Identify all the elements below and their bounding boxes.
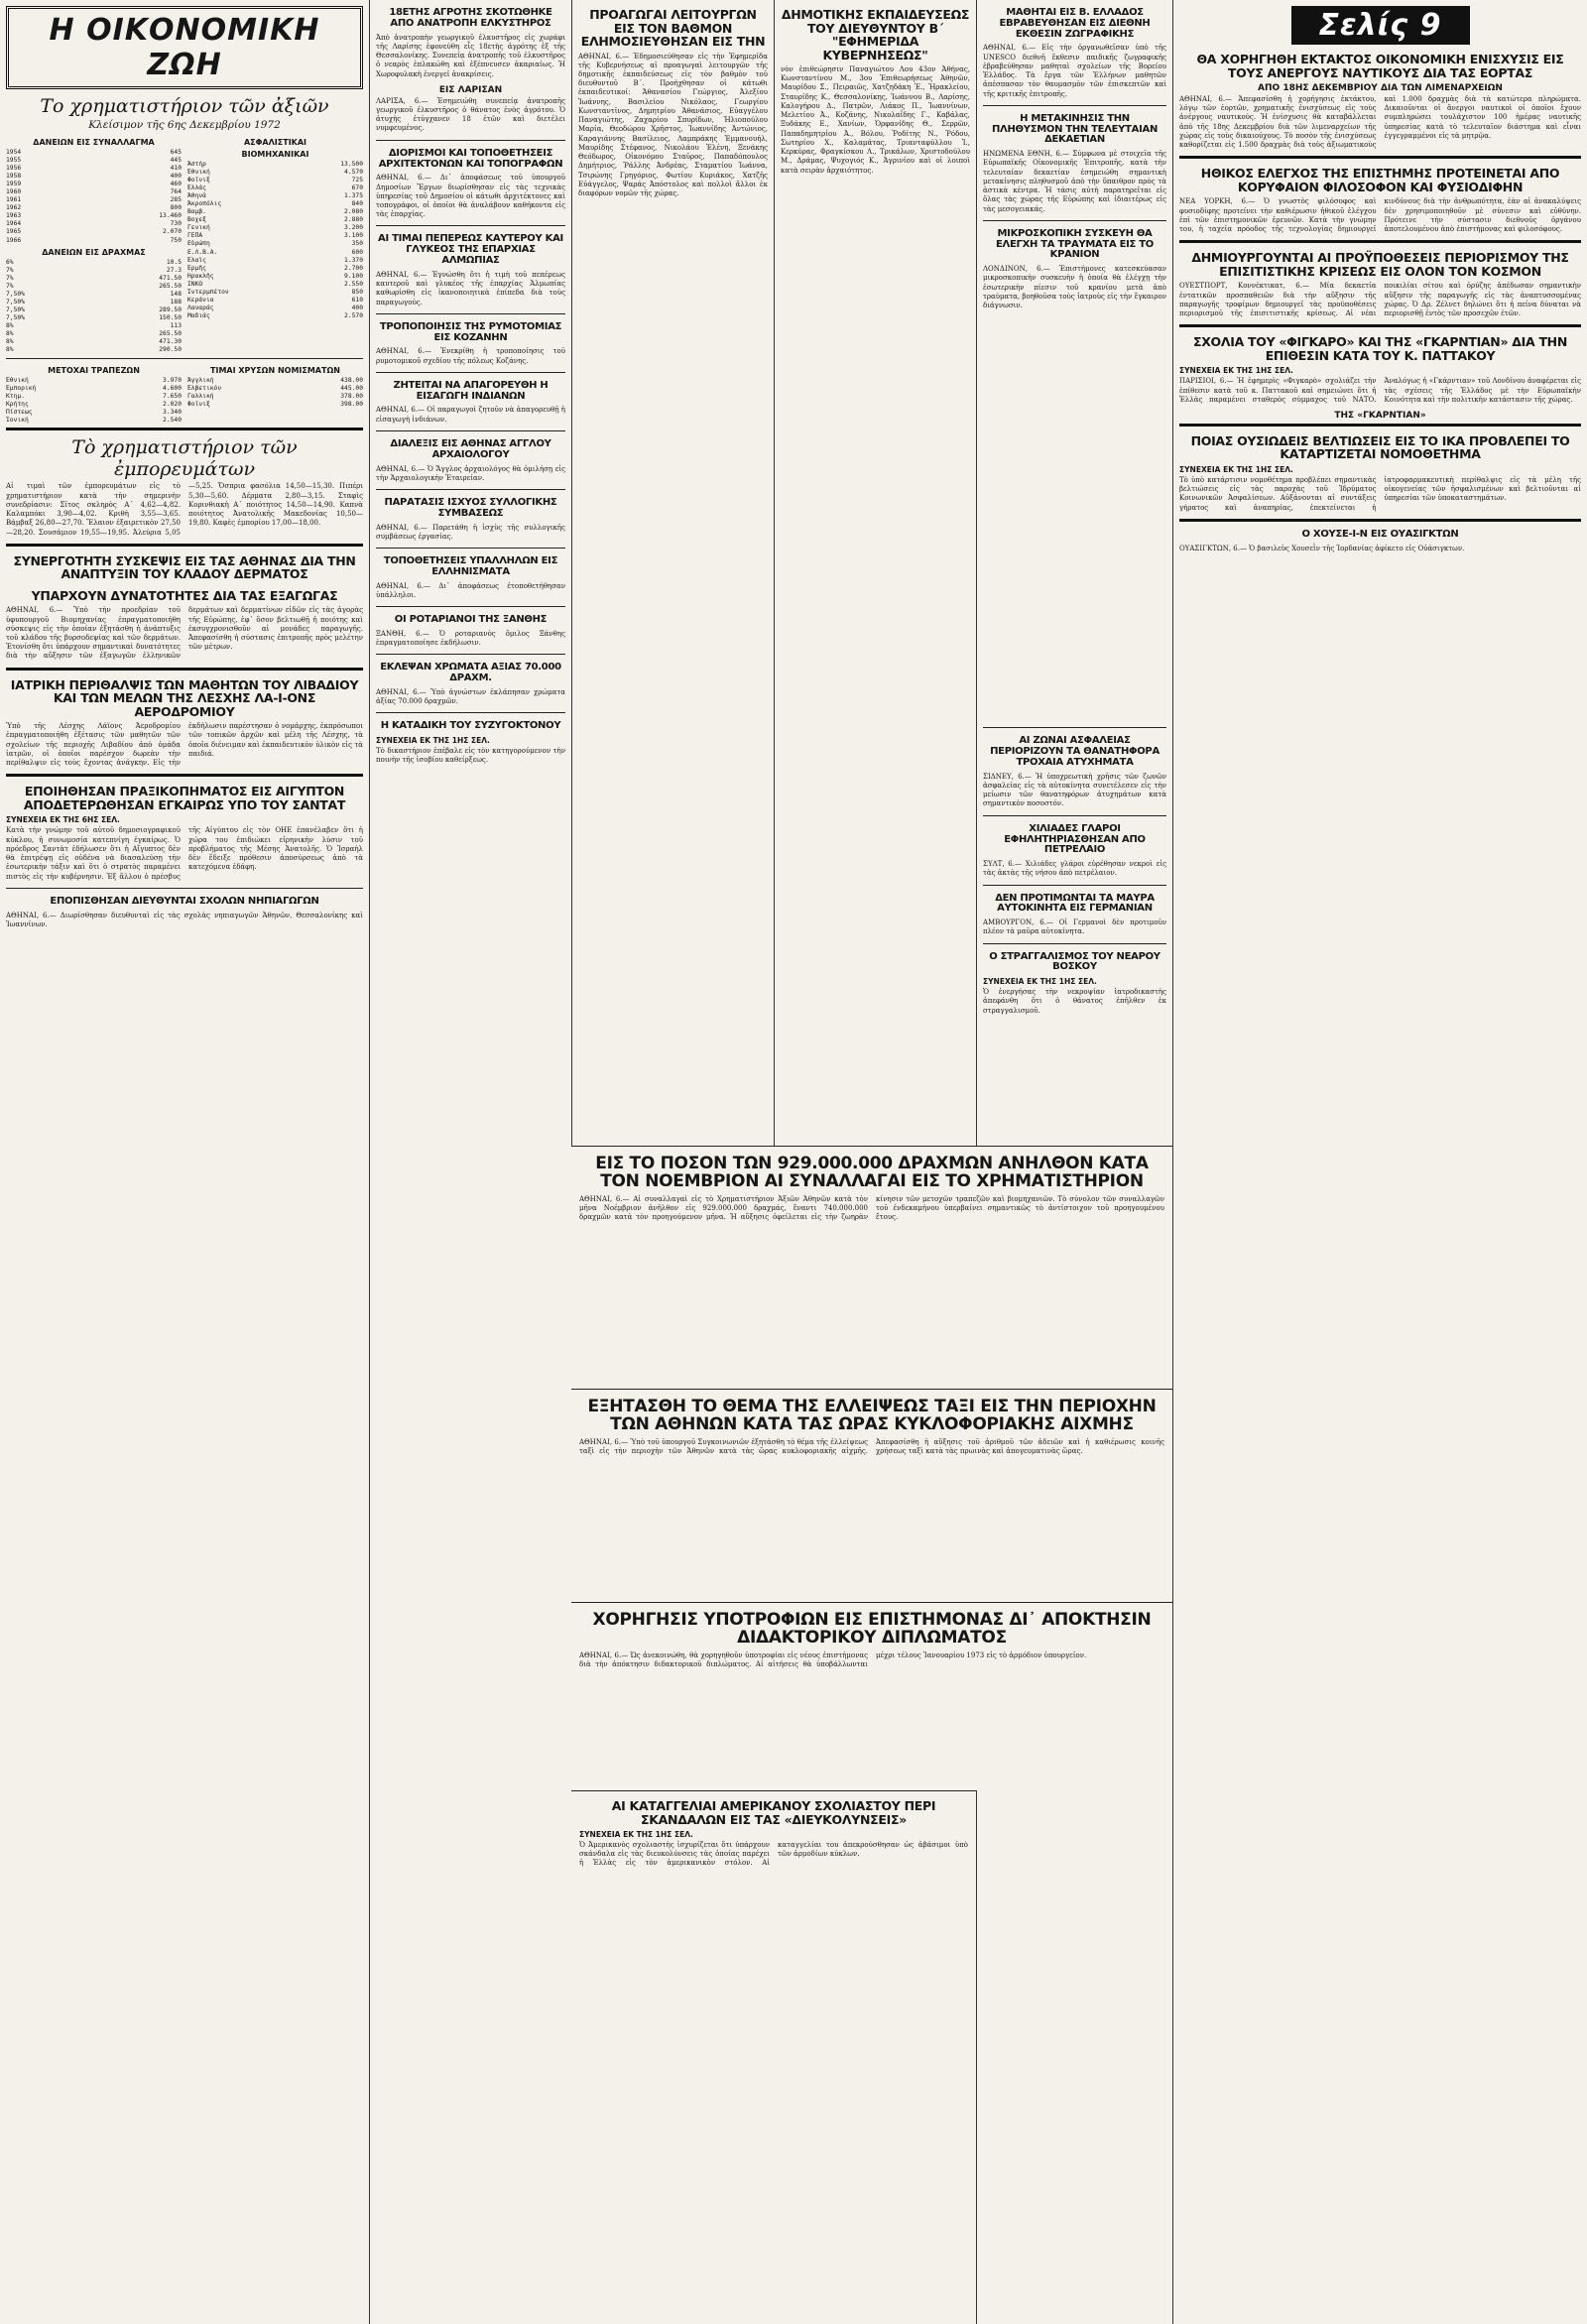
article-body: ΟΥΑΣΙΓΚΤΩΝ, 6.— Ὁ βασιλεὺς Χουσεῒν τῆς Ἰορδανίας ἀφίκετο εἰς Οὐάσιγκτων. xyxy=(1179,544,1465,552)
article-body: Ὁ Ἀμερικανὸς σχολιαστὴς ἰσχυρίζεται ὅτι ὑπάρχουν σκάνδαλα εἰς τὰς διευκολύνσεις τὰς ὁποίας παρέχει ἡ Ἑλλὰς εἰς τὸν ἀμερικανικὸν στόλον. Αἱ καταγγελίαι του ἀπεκρούσθησαν ὡς ἀβάσιμοι ὑπὸ τῶν ἁρμοδίων κύκλων. xyxy=(579,1841,968,1868)
table-row xyxy=(187,265,363,273)
row-label: 1958 xyxy=(6,173,22,181)
row-value: 188 xyxy=(170,298,182,306)
table-rows xyxy=(6,149,182,245)
article-body: ΞΑΝΘΗ, 6.— Ὁ ροταριανὸς ὅμιλος Ξάνθης ἐπραγματοποίησε ἐκδήλωσιν. xyxy=(376,629,565,648)
row-value: 289.50 xyxy=(159,306,182,313)
table-label: ΜΕΤΟΧΑΙ ΤΡΑΠΕΖΩΝ xyxy=(48,366,140,376)
article-body: ΣΙΔΝΕΥ, 6.— Ἡ ὑποχρεωτικὴ χρῆσις τῶν ζωνῶν ἀσφαλείας εἰς τὰ αὐτοκίνητα συνετέλεσεν εἰς τὴν μείωσιν τῶν θανατηφόρων ἀτυχημάτων κατὰ σημαντικὸν ποσοστόν. xyxy=(983,772,1166,808)
table-rows xyxy=(187,377,363,409)
article-body: ΑΘΗΝΑΙ, 6.— Ὑπὸ ἀγνώστων ἐκλάπησαν χρώματα ἀξίας 70.000 δραχμῶν. xyxy=(376,687,565,706)
table-label: ΑΣΦΑΛΙΣΤΙΚΑΙ xyxy=(243,138,307,147)
row-label: Ἰντερμπέτον xyxy=(187,288,229,296)
headline: ΕΞΗΤΑΣΘΗ ΤΟ ΘΕΜΑ ΤΗΣ ΕΛΛΕΙΨΕΩΣ ΤΑΞΙ ΕΙΣ ΤΗΝ ΠΕΡΙΟΧΗΝ ΤΩΝ ΑΘΗΝΩΝ ΚΑΤΑ ΤΑΣ ΩΡΑΣ ΚΥΚΛΟΦΟΡΙΑΚΗΣ ΑΙΧΜΗΣ xyxy=(587,1397,1157,1435)
row-label: Ἀκροπόλις xyxy=(187,200,222,208)
row-value: 2.080 xyxy=(344,208,363,216)
headline: ΟΙ ΡΟΤΑΡΙΑΝΟΙ ΤΗΣ ΞΑΝΘΗΣ xyxy=(394,614,548,626)
row-value: 645 xyxy=(170,149,182,156)
row-value: 2.070 xyxy=(163,228,182,236)
continuation-note: ΣΥΝΕΧΕΙΑ ΕΚ ΤΗΣ 1ΗΣ ΣΕΛ. xyxy=(983,977,1097,987)
table-row xyxy=(187,177,363,184)
row-label: ΓΕΠΑ xyxy=(187,232,203,240)
table-row xyxy=(6,173,182,181)
row-label: Εὐρώπη xyxy=(187,240,210,248)
table-row xyxy=(6,204,182,212)
headline: ΔΙΑΛΕΞΙΣ ΕΙΣ ΑΘΗΝΑΣ ΑΓΓΛΟΥ ΑΡΧΑΙΟΛΟΓΟΥ xyxy=(390,437,551,460)
table-row xyxy=(6,212,182,220)
row-label: Λαναράς xyxy=(187,304,214,311)
row-label: Φοῖνιξ xyxy=(187,177,210,184)
row-label: 1959 xyxy=(6,181,22,188)
row-label: Ἰονική xyxy=(6,417,29,425)
headline: ΔΙΟΡΙΣΜΟΙ ΚΑΙ ΤΟΠΟΘΕΤΗΣΕΙΣ ΑΡΧΙΤΕΚΤΟΝΩΝ ΚΑΙ ΤΟΠΟΓΡΑΦΩΝ xyxy=(378,147,563,170)
row-value: 148 xyxy=(170,290,182,298)
headline: ΠΡΟΑΓΩΓΑΙ ΛΕΙΤΟΥΡΓΩΝ ΕΙΣ ΤΟΝ ΒΑΘΜΟΝ ΕΛΗΜΟΣΙΕΥΘΗΣΑΝ ΕΙΣ ΤΗΝ xyxy=(580,7,766,49)
article-body: ΑΘΗΝΑΙ, 6.— Ὡς ἀνεκοινώθη, θὰ χορηγηθοῦν ὑποτροφίαι εἰς νέους ἐπιστήμονας διὰ τὴν ἀπόκτησιν διδακτορικοῦ διπλώματος. Αἱ αἰτήσεις θὰ ὑποβάλλωνται μέχρι τέλους Ἰανουαρίου 1973 εἰς τὸ ἀρμόδιον ὑπουργεῖον. xyxy=(579,1651,1087,1668)
article-body: Ὁ ἐνεργήσας τὴν νεκροψίαν ἰατροδικαστὴς ἀπεφάνθη ὅτι ὁ θάνατος ἐπῆλθεν ἐκ στραγγαλισμοῦ. xyxy=(983,988,1166,1015)
row-value: 4.570 xyxy=(344,169,363,177)
article-body: ΝΕΑ ΥΟΡΚΗ, 6.— Ὁ γνωστὸς φιλόσοφος καὶ φυσιοδίφης προτείνει τὴν καθιέρωσιν ἠθικοῦ ἐλέγχου ἐπὶ τῶν ἐπιστημονικῶν ἐρευνῶν. Κατὰ τὴν γνώμην του, ἡ ταχεῖα πρόοδος τῆς τεχνολογίας δημιουργεῖ κινδύνους διὰ τὴν ἀνθρωπότητα, ἐὰν αἱ ἀνακαλύψεις δὲν χρησιμοποιηθοῦν μὲ σύνεσιν καὶ εὐθύνην. Πρότεινε τὴν σύστασιν διεθνοῦς ὀργάνου ἀποτελουμένου ἀπὸ ἐπιστήμονας καὶ φιλοσόφους. xyxy=(1179,197,1581,234)
row-label: ΙΝΚΟ xyxy=(187,280,203,288)
row-value: 265.50 xyxy=(159,282,182,290)
table-row xyxy=(6,393,182,401)
row-label: Γενική xyxy=(187,224,210,232)
table-row xyxy=(6,220,182,228)
row-label: Κτημ. xyxy=(6,393,25,401)
headline: ΕΠΟΠΙΣΘΗΣΑΝ ΔΙΕΥΘΥΝΤΑΙ ΣΧΟΛΩΝ ΝΗΠΙΑΓΩΓΩΝ xyxy=(50,895,319,907)
headline: ΔΗΜΙΟΥΡΓΟΥΝΤΑΙ ΑΙ ΠΡΟΫΠΟΘΕΣΕΙΣ ΠΕΡΙΟΡΙΣΜΟΥ ΤΗΣ ΕΠΙΣΙΤΙΣΤΙΚΗΣ ΚΡΙΣΕΩΣ ΕΙΣ ΟΛΟΝ ΤΟΝ ΚΟΣΜΟΝ xyxy=(1191,250,1569,279)
article-body: ΗΝΩΜΕΝΑ ΕΘΝΗ, 6.— Σύμφωνα μὲ στοιχεῖα τῆς Εὐρωπαϊκῆς Οἰκονομικῆς Ἐπιτροπῆς, κατὰ τὴν τελευταίαν δεκαετίαν ἐσημειώθη σημαντικὴ μετακίνησις πληθυσμοῦ ἀπὸ τὴν ὕπαιθρον πρὸς τὰ ἀστικὰ κέντρα. Ἡ τάσις αὐτὴ παρατηρεῖται εἰς ὅλας τὰς χώρας τῆς Εὐρώπης καὶ ἰδιαιτέρως εἰς τὰς μεσογειακάς. xyxy=(983,150,1166,213)
bank-table xyxy=(6,363,182,425)
row-value: 350 xyxy=(351,240,363,248)
article-body: Ὑπὸ τῆς Λέσχης Λάϊονς Ἀεροδρομίου ἐπραγματοποιήθη ἐξέτασις τῶν μαθητῶν τῶν σχολείων τῆς περιοχῆς Λιβαδίου ἀπὸ ὁμάδα ἰατρῶν, οἱ ὁποῖοι παρέσχον δωρεὰν τὴν περίθαλψιν εἰς τοὺς ἔχοντας ἀνάγκην. Εἰς τὴν ἐκδήλωσιν παρέστησαν ὁ νομάρχης, ἐκπρόσωποι τῶν τοπικῶν ἀρχῶν καὶ μέλη τῆς Λέσχης, τὰ ὁποῖα διένειμαν καὶ ἐκπαιδευτικὸν ὑλικὸν εἰς τὰ παιδιά. xyxy=(6,722,363,768)
headline: ΖΗΤΕΙΤΑΙ ΝΑ ΑΠΑΓΟΡΕΥΘΗ Η ΕΙΣΑΓΩΓΗ ΙΝΔΙΑΝΩΝ xyxy=(393,379,549,402)
table-row xyxy=(187,273,363,281)
row-value: 471.30 xyxy=(159,338,182,346)
table-label: ΔΑΝΕΙΩΝ ΕΙΣ ΣΥΝΑΛΛΑΓΜΑ xyxy=(33,138,155,147)
table-row xyxy=(187,257,363,265)
row-value: 265.50 xyxy=(159,329,182,337)
row-value: 13.500 xyxy=(340,161,363,168)
headline: ΑΙ ΚΑΤΑΓΓΕΛΙΑΙ ΑΜΕΡΙΚΑΝΟΥ ΣΧΟΛΙΑΣΤΟΥ ΠΕΡΙ ΣΚΑΝΔΑΛΩΝ ΕΙΣ ΤΑΣ «ΔΙΕΥΚΟΛΥΝΣΕΙΣ» xyxy=(611,1798,936,1827)
article-body: ΑΘΗΝΑΙ, 6.— Ὑπὸ τὴν προεδρίαν τοῦ ὑφυπουργοῦ Βιομηχανίας ἐπραγματοποιήθη σύσκεψις εἰς τὴν ὁποίαν ἐξητάσθη ἡ ἀνάπτυξις τοῦ κλάδου τῆς βυρσοδεψίας καὶ τῶν δερμάτων. Ἐτονίσθη ὅτι ὑπάρχουν σημαντικαὶ δυνατότητες διὰ τὴν αὔξησιν τῶν ἐξαγωγῶν ἑλληνικῶν δερμάτων καὶ δερματίνων εἰδῶν εἰς τὰς ἀγορὰς τῆς Εὐρώπης, ἐφ᾽ ὅσον βελτιωθῇ ἡ ποιότης καὶ ἐκσυγχρονισθοῦν αἱ μονάδες παραγωγῆς. Ἀπεφασίσθη ἡ σύστασις ἐπιτροπῆς πρὸς μελέτην τῶν μέτρων. xyxy=(6,606,363,661)
table-rows xyxy=(6,377,182,425)
article-body: ΑΘΗΝΑΙ, 6.— Ἀπεφασίσθη ἡ χορήγησις ἐκτάκτου, λόγῳ τῶν ἑορτῶν, χρηματικῆς ἐνισχύσεως εἰς τοὺς ἀνέργους ναυτικούς. Ἡ ἐνίσχυσις θὰ καταβάλλεται ἀπὸ τῆς 18ης Δεκεμβρίου διὰ τῶν λιμεναρχείων τῆς χώρας εἰς τοὺς δικαιούχους. Τὸ ποσὸν τῆς ἐνισχύσεως καθορίζεται εἰς 1.500 δραχμὰς διὰ τοὺς ἀξιωματικοὺς καὶ 1.000 δραχμὰς διὰ τὰ κατώτερα πληρώματα. Δικαιοῦνται οἱ ἄνεργοι ναυτικοὶ οἱ ὁποῖοι ἔχουν συμπληρώσει τουλάχιστον 100 ἡμέρας ναυτικῆς ὑπηρεσίας κατὰ τὸ τελευταῖον διάστημα καὶ εἶναι ἐγγεγραμμένοι εἰς τὰ μητρῷα. xyxy=(1179,95,1581,150)
headline: Ο ΣΤΡΑΓΓΑΛΙΣΜΟΣ ΤΟΥ ΝΕΑΡΟΥ ΒΟΣΚΟΥ xyxy=(989,950,1160,973)
row-label: 7,50% xyxy=(6,298,25,306)
continuation-note: ΣΥΝΕΧΕΙΑ ΕΚ ΤΗΣ 1ΗΣ ΣΕΛ. xyxy=(1179,366,1293,376)
table-row xyxy=(6,338,182,346)
table-row xyxy=(6,228,182,236)
article-body: ΑΜΒΟΥΡΓΟΝ, 6.— Οἱ Γερμανοὶ δὲν προτιμοῦν πλέον τὰ μαῦρα αὐτοκίνητα. xyxy=(983,918,1166,936)
row-value: 1.370 xyxy=(344,256,363,264)
table-row xyxy=(187,281,363,289)
row-label: 1961 xyxy=(6,196,22,204)
article-body: ΑΘΗΝΑΙ, 6.— Δι᾽ ἀποφάσεως ἐτοποθετήθησαν ὑπάλληλοι. xyxy=(376,581,565,599)
stock-table-left xyxy=(6,135,182,354)
headline: ΑΙ ΖΩΝΑΙ ΑΣΦΑΛΕΙΑΣ ΠΕΡΙΟΡΙΖΟΥΝ ΤΑ ΘΑΝΑΤΗΦΟΡΑ ΤΡΟΧΑΙΑ ΑΤΥΧΗΜΑΤΑ xyxy=(990,735,1160,768)
article-body: ΑΘΗΝΑΙ, 6.— Διωρίσθησαν διευθυνταὶ εἰς τὰς σχολὰς νηπιαγωγῶν Ἀθηνῶν, Θεσσαλονίκης καὶ Ἰωαννίνων. xyxy=(6,911,363,928)
row-value: 1.375 xyxy=(344,192,363,200)
continuation-note: ΣΥΝΕΧΕΙΑ ΕΚ ΤΗΣ 1ΗΣ ΣΕΛ. xyxy=(579,1830,693,1839)
table-row xyxy=(6,299,182,306)
table-label: ΒΙΟΜΗΧΑΝΙΚΑΙ xyxy=(241,150,309,159)
row-value: 2.540 xyxy=(163,417,182,425)
table-row xyxy=(6,417,182,425)
row-value: 460 xyxy=(170,181,182,188)
article-body: ΑΘΗΝΑΙ, 6.— Εἰς τὴν ὀργανωθεῖσαν ὑπὸ τῆς UNESCO διεθνῆ ἔκθεσιν παιδικῆς ζωγραφικῆς ἐβραβεύθησαν μαθηταὶ σχολείων τῆς Βορείου Ἑλλάδος. Τὰ ἔργα τῶν Ἑλλήνων μαθητῶν ἀπέσπασαν τὸν θαυμασμὸν τῶν ἐπισκεπτῶν καὶ τῆς κριτικῆς ἐπιτροπῆς. xyxy=(983,44,1166,98)
row-label: Ἐθνική xyxy=(6,377,29,385)
article-body: Κατὰ τὴν γνώμην τοῦ αὐτοῦ δημοσιογραφικοῦ κύκλου, ἡ συνωμοσία κατεπνίγη ἐγκαίρως. Ὁ πρόεδρος Σαντὰτ ἐδήλωσεν ὅτι ἡ Αἴγυπτος δὲν θὰ ἐπιτρέψῃ εἰς οὐδένα νὰ διασαλεύσῃ τὴν ἐσωτερικὴν τάξιν καὶ ὅτι ὁ στρατὸς παραμένει πιστὸς εἰς τὴν κυβέρνησιν. Ἐξ ἄλλου ὁ πρέσβυς τῆς Αἰγύπτου εἰς τὸν ΟΗΕ ἐπανέλαβεν ὅτι ἡ χώρα του ἐπιδιώκει εἰρηνικὴν λύσιν τοῦ προβλήματος τῆς Μέσης Ἀνατολῆς. Ὁ Ἰσραὴλ δὲν ἔδειξε πρόθεσιν ἀποσύρσεως ἀπὸ τὰ κατεχόμενα ἐδάφη. xyxy=(6,826,363,881)
row-value: 840 xyxy=(351,200,363,208)
row-label: Ἀθηνᾶ xyxy=(187,192,206,200)
article-body: ΠΑΡΙΣΙΟΙ, 6.— Ἡ ἐφημερὶς «Φιγκαρὸ» σχολιάζει τὴν ἐπίθεσιν κατὰ τοῦ κ. Παττακοῦ καὶ σημειώνει ὅτι ἡ Ἑλλὰς παραμένει σταθερὸς σύμμαχος τοῦ ΝΑΤΟ. Ἀναλόγως ἡ «Γκάρντιαν» τοῦ Λονδίνου ἀναφέρεται εἰς τὰς σχέσεις τῆς Ἑλλάδος μὲ τὴν Εὐρωπαϊκὴν Κοινότητα καὶ τὴν πολιτικὴν κατάστασιν τῆς χώρας. xyxy=(1179,377,1581,404)
row-value: 750 xyxy=(170,236,182,244)
article-scandals xyxy=(571,1790,976,2324)
table-row xyxy=(6,409,182,417)
article-body: ΛΟΝΔΙΝΟΝ, 6.— Ἐπιστήμονες κατεσκεύασαν μικροσκοπικὴν συσκευὴν ἡ ὁποία θὰ ἐλέγχῃ τὴν ἐσωτερικὴν πίεσιν τοῦ κρανίου μετὰ ἀπὸ τραύματα, βοηθοῦσα τοὺς ἰατροὺς εἰς τὴν ἔγκαιρον διάγνωσιν. xyxy=(983,265,1166,310)
row-value: 285 xyxy=(170,196,182,204)
row-label: 7,50% xyxy=(6,306,25,313)
row-label: 8% xyxy=(6,338,14,346)
article-body: ΑΘΗΝΑΙ, 6.— Δι᾽ ἀποφάσεως τοῦ ὑπουργοῦ Δημοσίων Ἔργων διωρίσθησαν εἰς τὰς τεχνικὰς ὑπηρεσίας τοῦ Δημοσίου οἱ κάτωθι ἀρχιτέκτονες καὶ τοπογράφοι, οἱ ὁποῖοι θὰ ἀναλάβουν καθήκοντα εἰς τὰς ἐπαρχίας. xyxy=(376,174,565,219)
row-value: 378.00 xyxy=(340,393,363,401)
table-row xyxy=(6,267,182,275)
market-title: Τὸ χρηματιστήριον τῶν ἐμπορευμάτων xyxy=(71,436,298,481)
table-row xyxy=(187,305,363,312)
stocks-title: Το χρηματιστήριον τῶν ἀξιῶν xyxy=(40,95,329,117)
table-row xyxy=(187,312,363,320)
row-value: 800 xyxy=(170,204,182,212)
table-row xyxy=(6,346,182,354)
row-value: 400 xyxy=(351,304,363,311)
table-row xyxy=(6,330,182,338)
headline: ΜΑΘΗΤΑΙ ΕΙΣ Β. ΕΛΛΑΔΟΣ ΕΒΡΑΒΕΥΘΗΣΑΝ ΕΙΣ ΔΙΕΘΝΗ ΕΚΘΕΣΙΝ ΖΩΓΡΑΦΙΚΗΣ xyxy=(999,7,1151,40)
table-row xyxy=(6,401,182,409)
headline: Η ΜΕΤΑΚΙΝΗΣΙΣ ΤΗΝ ΠΛΗΘΥΣΜΟΝ ΤΗΝ ΤΕΛΕΥΤΑΙΑΝ ΔΕΚΑΕΤΙΑΝ xyxy=(991,112,1159,146)
table-row xyxy=(187,161,363,169)
row-label: Ἐθνική xyxy=(187,169,210,177)
row-label: 6% xyxy=(6,258,14,266)
row-value: 600 xyxy=(351,248,363,256)
row-label: 1963 xyxy=(6,212,22,220)
headline: ΥΠΑΡΧΟΥΝ ΔΥΝΑΤΟΤΗΤΕΣ ΔΙΑ ΤΑΣ ΕΞΑΓΩΓΑΣ xyxy=(31,587,338,603)
column-news-2 xyxy=(369,0,571,2324)
article-body: Τὸ δικαστήριον ἐπέβαλε εἰς τὸν κατηγορούμενον τὴν ποινὴν τῆς ἰσοβίου καθείρξεως. xyxy=(376,747,565,765)
headline: ΤΡΟΠΟΠΟΙΗΣΙΣ ΤΗΣ ΡΥΜΟΤΟΜΙΑΣ ΕΙΣ ΚΟΖΑΝΗΝ xyxy=(379,320,562,343)
article-body: ΑΘΗΝΑΙ, 6.— Ὑπὸ τοῦ ὑπουργοῦ Συγκοινωνιῶν ἐξητάσθη τὸ θέμα τῆς ἐλλείψεως ταξὶ εἰς τὴν περιοχὴν τῶν Ἀθηνῶν κατὰ τὰς ὥρας κυκλοφοριακῆς αἰχμῆς. Ἀπεφασίσθη ἡ αὔξησις τοῦ ἀριθμοῦ τῶν ἀδειῶν καὶ ἡ καθιέρωσις κοινῆς χρήσεως ταξὶ κατὰ τὰς πρωινὰς καὶ ἀπογευματινὰς ὥρας. xyxy=(579,1437,1164,1455)
continuation-note: ΣΥΝΕΧΕΙΑ ΕΚ ΤΗΣ 6ΗΣ ΣΕΛ. xyxy=(6,815,120,825)
row-label: 8% xyxy=(6,321,14,329)
headline: ΗΘΙΚΟΣ ΕΛΕΓΧΟΣ ΤΗΣ ΕΠΙΣΤΗΜΗΣ ΠΡΟΤΕΙΝΕΤΑΙ ΑΠΟ ΚΟΡΥΦΑΙΟΝ ΦΙΛΟΣΟΦΟΝ ΚΑΙ ΦΥΣΙΟΔΙΦΗΝ xyxy=(1200,166,1560,194)
article-body: ΑΘΗΝΑΙ, 6.— Αἱ συναλλαγαὶ εἰς τὸ Χρηματιστήριον Ἀξιῶν Ἀθηνῶν κατὰ τὸν μῆνα Νοέμβριον ἀνῆλθον εἰς 929.000.000 δραχμάς, ἔναντι 740.000.000 δραχμῶν κατὰ τὸν προηγούμενον μῆνα. Ἡ αὔξησις ὀφείλεται εἰς τὴν ζωηρὰν κίνησιν τῶν μετοχῶν τραπεζῶν καὶ βιομηχανιῶν. Τὸ σύνολον τῶν συναλλαγῶν τοῦ ἑνδεκαμήνου ὑπερβαίνει σημαντικῶς τὸ ἀντίστοιχον τοῦ προηγουμένου ἔτους. xyxy=(579,1194,1164,1222)
table-row xyxy=(187,169,363,177)
headline: ΘΑ ΧΟΡΗΓΗΘΗ ΕΚΤΑΚΤΟΣ ΟΙΚΟΝΟΜΙΚΗ ΕΝΙΣΧΥΣΙΣ ΕΙΣ ΤΟΥΣ ΑΝΕΡΓΟΥΣ ΝΑΥΤΙΚΟΥΣ ΔΙΑ ΤΑΣ ΕΟΡΤΑΣ xyxy=(1196,52,1564,80)
table-row xyxy=(6,322,182,330)
row-value: 764 xyxy=(170,188,182,196)
table-row xyxy=(6,283,182,291)
article-body: Τὸ ὑπὸ κατάρτισιν νομοθέτημα προβλέπει σημαντικὰς βελτιώσεις εἰς τὰς παροχὰς τοῦ Ἱδρύματος Κοινωνικῶν Ἀσφαλίσεων. Αὐξάνονται αἱ συντάξεις γήρατος καὶ ἀναπηρίας, ἐπεκτείνεται ἡ ἰατροφαρμακευτικὴ περίθαλψις εἰς τὰ μέλη τῆς οἰκογενείας τῶν ἠσφαλισμένων καὶ βελτιοῦνται αἱ ὑπηρεσίαι τῶν ὑποκαταστημάτων. xyxy=(1179,475,1581,512)
row-label: Κρήτης xyxy=(6,401,29,409)
headline: ΔΕΝ ΠΡΟΤΙΜΩΝΤΑΙ ΤΑ ΜΑΥΡΑ ΑΥΤΟΚΙΝΗΤΑ ΕΙΣ ΓΕΡΜΑΝΙΑΝ xyxy=(995,892,1155,915)
article-scholarships xyxy=(571,1602,1172,1790)
article-taxi xyxy=(571,1389,1172,1602)
article-body: ΑΘΗΝΑΙ, 6.— Ὁ Ἄγγλος ἀρχαιολόγος θὰ ὁμιλήσῃ εἰς τὴν Ἀρχαιολογικὴν Ἑταιρείαν. xyxy=(376,464,565,482)
row-label: 7% xyxy=(6,266,14,274)
row-label: 1962 xyxy=(6,204,22,212)
table-row xyxy=(6,237,182,245)
headline: ΑΙ ΤΙΜΑΙ ΠΕΠΕΡΕΩΣ ΚΑΥΤΕΡΟΥ ΚΑΙ ΓΛΥΚΕΟΣ ΤΗΣ ΕΠΑΡΧΙΑΣ ΑΛΜΩΠΙΑΣ xyxy=(378,233,563,267)
table-row xyxy=(6,306,182,314)
row-value: 445 xyxy=(170,157,182,165)
headline: Ο ΧΟΥΣΕ-Ι-Ν ΕΙΣ ΟΥΑΣΙΓΚΤΩΝ xyxy=(1301,528,1459,540)
row-value: 3.200 xyxy=(344,224,363,232)
headline: ΠΑΡΑΤΑΣΙΣ ΙΣΧΥΟΣ ΣΥΛΛΟΓΙΚΗΣ ΣΥΜΒΑΣΕΩΣ xyxy=(384,496,557,519)
row-label: Γαλλική xyxy=(187,393,214,401)
table-row xyxy=(187,240,363,248)
table-row xyxy=(187,200,363,208)
row-label: 8% xyxy=(6,329,14,337)
headline: ΤΟΠΟΘΕΤΗΣΕΙΣ ΥΠΑΛΛΗΛΩΝ ΕΙΣ ΕΛΛΗΝΙΣΜΑΤΑ xyxy=(383,555,558,577)
row-value: 725 xyxy=(351,177,363,184)
table-row xyxy=(187,393,363,401)
article-body: ΑΘΗΝΑΙ, 6.— Παρετάθη ἡ ἰσχὺς τῆς συλλογικῆς συμβάσεως ἐργασίας. xyxy=(376,523,565,541)
column-news-6 xyxy=(1172,0,1587,2324)
row-label: Κεράνια xyxy=(187,296,214,304)
row-value: 400 xyxy=(170,173,182,181)
table-row xyxy=(6,275,182,283)
row-value: 113 xyxy=(170,321,182,329)
row-label: Βαμβ. xyxy=(187,208,206,216)
article-body: νὸν ἐπιθεώρησιν Παναγιώτου Λου 43ον Ἀθήνας, Κωνσταντίνου Μ., 3ου Ἐπιθεωρήσεως Ἀθηνῶν, Μαυρίδου Σ., Πειραιῶς, Χατζηδάκη Ἐ., Ἡρακλείου, Σταυρίδης Κ., Θεσσαλονίκης, Ἰωάννου Β., Λαρίσης, Καλογήρου Δ., Πατρῶν, Λιάκος Π., Ἰωαννίνων, Μελετίου Ἀ., Κοζάνης, Νικολαΐδης Γ., Καβάλας, Ξυδάκης Ε., Χανίων, Ὀρφανίδης Θ., Σερρῶν, Παπαδημητρίου Ἀ., Βόλου, Ῥοδίτης Ν., Ῥόδου, Σωτηρίου Χ., Καλαμάτας, Τριανταφύλλου Ἰ., Κερκύρας, Φραγκίσκου Λ., Τρικάλων, Χριστοδούλου Μ., Δράμας, Ψυχογιός Κ., Ἀγρινίου καὶ οἱ λοιποὶ κατὰ σειρὰν ἀρχαιότητος. xyxy=(781,65,970,175)
continuation-note: ΣΥΝΕΧΕΙΑ ΕΚ ΤΗΣ 1ΗΣ ΣΕΛ. xyxy=(1179,464,1293,474)
stocks-date: Κλείσιμον τῆς 6ης Δεκεμβρίου 1972 xyxy=(88,119,281,131)
row-label: 7% xyxy=(6,282,14,290)
row-label: 1966 xyxy=(6,236,22,244)
table-row xyxy=(187,184,363,192)
stock-table-right xyxy=(187,135,363,354)
row-value: 27.3 xyxy=(166,266,182,274)
headline: Η ΚΑΤΑΔΙΚΗ ΤΟΥ ΣΥΖΥΓΟΚΤΟΝΟΥ xyxy=(380,720,561,732)
signature: ΤΗΣ «ΓΚΑΡΝΤΙΑΝ» xyxy=(1334,410,1426,421)
headline: ΙΑΤΡΙΚΗ ΠΕΡΙΘΑΛΨΙΣ ΤΩΝ ΜΑΘΗΤΩΝ ΤΟΥ ΛΙΒΑΔΙΟΥ ΚΑΙ ΤΩΝ ΜΕΛΩΝ ΤΗΣ ΛΕΣΧΗΣ ΛΑ-Ι-ΟΝΣ ΑΕΡΟΔΡΟΜΙΟΥ xyxy=(10,676,359,719)
row-value: 9.100 xyxy=(344,272,363,280)
table-row xyxy=(187,289,363,297)
row-label: Ἐλβετικόν xyxy=(187,385,222,393)
continuation-note: ΣΥΝΕΧΕΙΑ ΕΚ ΤΗΣ 1ΗΣ ΣΕΛ. xyxy=(376,736,490,746)
row-label: 1964 xyxy=(6,220,22,228)
table-row xyxy=(187,297,363,305)
headline: ΕΚΛΕΨΑΝ ΧΡΩΜΑΤΑ ΑΞΙΑΣ 70.000 ΔΡΑΧΜ. xyxy=(380,662,561,684)
row-value: 3.100 xyxy=(344,232,363,240)
row-label: Φοῖνιξ xyxy=(187,401,210,409)
table-label: ΤΙΜΑΙ ΧΡΥΣΩΝ ΝΟΜΙΣΜΑΤΩΝ xyxy=(210,366,340,376)
article-body: ΑΘΗΝΑΙ, 6.— Ἐνεκρίθη ἡ τροποποίησις τοῦ ρυμοτομικοῦ σχεδίου τῆς πόλεως Κοζάνης. xyxy=(376,347,565,365)
row-value: 2.880 xyxy=(344,216,363,224)
article-body: Ἀπὸ ἀνατροπὴν γεωργικοῦ ἐλκυστῆρος εἰς χωράφι τῆς Λαρίσης ἐφονεύθη εἷς 18ετὴς ἀγρότης ἐξ τῆς Θεσσαλονίκης. Συνεπείᾳ ἀνατροπῆς τοῦ ἐλκυστῆρος ὁ νεαρὸς ἐπλακώθη καὶ ἐξέπνευσεν ἀκαριαίως. Ἡ Χωροφυλακὴ ἐνεργεῖ ἀνακρίσεις. xyxy=(376,33,565,78)
article-body: ΑΘΗΝΑΙ, 6.— Ἐδημοσιεύθησαν εἰς τὴν Ἐφημερίδα τῆς Κυβερνήσεως αἱ προαγωγαὶ λειτουργῶν τῆς δημοτικῆς ἐκπαιδεύσεως εἰς τὸν βαθμὸν τοῦ διευθυντοῦ Β΄. Προήχθησαν οἱ κάτωθι ἐκπαιδευτικοί: Ἀθανασίου Γεώργιος, Ἀλεξίου Ἰωάννης, Βασιλείου Νικόλαος, Γεωργίου Κωνσταντῖνος, Δημητρίου Ἀθανάσιος, Εὐαγγέλου Παναγιώτης, Ζαχαρίου Σπυρίδων, Ἠλιοπούλου Μαρία, Θεοδώρου Χρῆστος, Ἰωαννίδης Ἀντώνιος, Καραγιάννης Βασίλειος, Λαμπράκης Ἐμμανουήλ, Μαυρίδης Στέφανος, Νικολάου Ἑλένη, Ξενάκης Θεόδωρος, Οἰκονόμου Σταῦρος, Παπαδόπουλος Δημήτριος, Ῥάλλης Ἀνδρέας, Σταματίου Ἰωάννα, Τσιρώνης Γρηγόριος, Φωτίου Κυριάκος, Χατζῆς Εὐάγγελος, Ψαράς Ἀπόστολος καὶ πολλοὶ ἄλλοι ἐκ διαφόρων νομῶν τῆς χώρας. xyxy=(578,52,768,198)
table-row xyxy=(187,232,363,240)
column-economy xyxy=(0,0,369,2324)
table-label: ΔΑΝΕΙΩΝ ΕΙΣ ΔΡΑΧΜΑΣ xyxy=(42,247,146,257)
article-body: ΣΥΛΤ, 6.— Χιλιάδες γλάροι εὑρέθησαν νεκροὶ εἰς τὰς ἀκτὰς τῆς νήσου ἀπὸ πετρέλαιον. xyxy=(983,860,1166,878)
stock-tables xyxy=(6,135,363,354)
row-label: 7,50% xyxy=(6,313,25,321)
table-row xyxy=(187,385,363,393)
row-value: 2.570 xyxy=(344,311,363,319)
subheading: ΕΙΣ ΛΑΡΙΣΑΝ xyxy=(438,84,503,95)
row-label: Ἀστήρ xyxy=(187,161,206,168)
table-row xyxy=(6,196,182,204)
table-row xyxy=(6,377,182,385)
table-row xyxy=(6,181,182,188)
row-label: Ἀγγλική xyxy=(187,377,214,385)
article-body: ΑΘΗΝΑΙ, 6.— Ἐγνώσθη ὅτι ἡ τιμὴ τοῦ πεπέρεως καυτεροῦ καὶ γλυκέος τῆς ἐπαρχίας Ἀλμωπίας καθωρίσθη εἰς ἱκανοποιητικὰ ἐπίπεδα διὰ τοὺς παραγωγούς. xyxy=(376,270,565,306)
article-body: ΛΑΡΙΣΑ, 6.— Ἐσημειώθη συνεπείᾳ ἀνατροπῆς γεωργικοῦ ἐλκυστῆρος ὁ θάνατος ἑνὸς ἀγρότου. Ὁ ἀτυχὴς ἐτύγχανεν 18 ἐτῶν καὶ διετέλει νυμφευμένος. xyxy=(376,96,565,133)
row-label: Μαδιάς xyxy=(187,311,210,319)
article-body: ΑΘΗΝΑΙ, 6.— Οἱ παραγωγοὶ ζητοῦν νὰ ἀπαγορευθῇ ἡ εἰσαγωγὴ ἰνδιάνων. xyxy=(376,406,565,424)
row-value: 730 xyxy=(170,220,182,228)
article-body: Αἱ τιμαὶ τῶν ἐμπορευμάτων εἰς τὸ χρηματιστήριον κατὰ τὴν σημερινὴν συνεδρίασιν: Σῖτος σκληρὸς Α΄ 4,62—4,82. Καλαμπόκι 3,90—4,02. Κριθὴ 3,55—3,65. Βάμβαξ 26,80—27,70. Ἔλαιον ἐξαιρετικὸν 27,50—28,20. Σουσάμιον 19,55—19,95. Ἀλεύρια 5,05—5,25. Ὄσπρια φασόλια 14,50—15,30. Πιπέρι 5,30—5,60. Δέρματα 2,80—3,15. Σταφὶς Κορινθιακὴ Α΄ ποιότητος 14,50—14,90. Καπνὰ ποιότητος Ἀνατολικῆς Μακεδονίας 10,50—19,80. Καφὲς ἐμπορίου 17,00—18,00. xyxy=(6,482,363,537)
row-label: Πίστεως xyxy=(6,409,33,417)
row-value: 2.550 xyxy=(344,280,363,288)
headline: ΠΟΙΑΣ ΟΥΣΙΩΔΕΙΣ ΒΕΛΤΙΩΣΕΙΣ ΕΙΣ ΤΟ ΙΚΑ ΠΡΟΒΛΕΠΕΙ ΤΟ ΚΑΤΑΡΤΙΖΕΤΑΙ ΝΟΜΟΘΕΤΗΜΑ xyxy=(1190,432,1570,462)
headline: ΧΟΡΗΓΗΣΙΣ ΥΠΟΤΡΟΦΙΩΝ ΕΙΣ ΕΠΙΣΤΗΜΟΝΑΣ ΔΙ᾽ ΑΠΟΚΤΗΣΙΝ ΔΙΔΑΚΤΟΡΙΚΟΥ ΔΙΠΛΩΜΑΤΟΣ xyxy=(592,1610,1152,1649)
row-value: 10.5 xyxy=(166,258,182,266)
headline: ΧΙΛΙΑΔΕΣ ΓΛΑΡΟΙ ΕΦΗΛΗΤΗΡΙΑΣΘΗΣΑΝ ΑΠΟ ΠΕΤΡΕΛΑΙΟ xyxy=(1004,822,1146,856)
table-row xyxy=(187,401,363,409)
table-row xyxy=(6,157,182,165)
table-row xyxy=(6,314,182,322)
row-value: 7.650 xyxy=(163,393,182,401)
row-label: 8% xyxy=(6,346,14,354)
headline: ΣΧΟΛΙΑ ΤΟΥ «ΦΙΓΚΑΡΟ» ΚΑΙ ΤΗΣ «ΓΚΑΡΝΤΙΑΝ» ΔΙΑ ΤΗΝ ΕΠΙΘΕΣΙΝ ΚΑΤΑ ΤΟΥ Κ. ΠΑΤΤΑΚΟΥ xyxy=(1192,334,1567,363)
row-value: 670 xyxy=(351,184,363,192)
page-label: Σελίς 9 xyxy=(1291,6,1470,45)
table-row xyxy=(6,165,182,173)
gold-table xyxy=(187,363,363,425)
row-label: Ε.Λ.Β.Α. xyxy=(187,248,218,256)
table-row xyxy=(6,149,182,157)
table-row xyxy=(6,188,182,196)
row-label: Ἑλλάς xyxy=(187,184,206,192)
row-value: 13.460 xyxy=(159,212,182,220)
row-value: 150.50 xyxy=(159,313,182,321)
row-value: 410 xyxy=(170,165,182,173)
headline: ΕΙΣ ΤΟ ΠΟΣΟΝ ΤΩΝ 929.000.000 ΔΡΑΧΜΩΝ ΑΝΗΛΘΟΝ ΚΑΤΑ ΤΟΝ ΝΟΕΜΒΡΙΟΝ ΑΙ ΣΥΝΑΛΛΑΓΑΙ ΕΙΣ ΤΟ ΧΡΗΜΑΤΙΣΤΗΡΙΟΝ xyxy=(595,1154,1149,1192)
table-row xyxy=(187,208,363,216)
masthead: Η ΟΙΚΟΝΟΜΙΚΗ ΖΩΗ xyxy=(6,6,363,89)
bank-gold-tables xyxy=(6,363,363,425)
row-value: 3.970 xyxy=(163,377,182,385)
headline: ΣΥΝΕΡΓΟΤΗΤΗ ΣΥΣΚΕΨΙΣ ΕΙΣ ΤΑΣ ΑΘΗΝΑΣ ΔΙΑ ΤΗΝ ΑΝΑΠΤΥΞΙΝ ΤΟΥ ΚΛΑΔΟΥ ΔΕΡΜΑΤΟΣ xyxy=(13,552,356,582)
headline: ΔΗΜΟΤΙΚΗΣ ΕΚΠΑΙΔΕΥΣΕΩΣ ΤΟΥ ΔΙΕΥΘΥΝΤΟΥ Β΄ "ΕΦΗΜΕΡΙΔΑ ΚΥΒΕΡΝΗΣΕΩΣ" xyxy=(781,7,970,62)
row-value: 610 xyxy=(351,296,363,304)
table-row xyxy=(187,249,363,257)
table-row xyxy=(187,224,363,232)
row-label: Ἐμπορική xyxy=(6,385,37,393)
row-value: 471.50 xyxy=(159,274,182,282)
row-label: 7,50% xyxy=(6,290,25,298)
row-label: Ἠρακλῆς xyxy=(187,272,214,280)
table-row xyxy=(6,259,182,267)
table-rows xyxy=(187,161,363,320)
row-value: 398.00 xyxy=(340,401,363,409)
article-body: ΟΥΕΣΤΠΟΡΤ, Κοννέκτικατ, 6.— Μία δεκαετία ἐντατικῶν προσπαθειῶν διὰ τὴν αὔξησιν τῆς παραγωγῆς τροφίμων δημιουργεῖ τὰς προϋποθέσεις περιορισμοῦ τῆς ἐπισιτιστικῆς κρίσεως. Αἱ νέαι ποικιλίαι σίτου καὶ ὀρύζης ἀπέδωσαν σημαντικὴν αὔξησιν τῆς παραγωγῆς εἰς τὰς ἀναπτυσσομένας χώρας. Ὁ Δρ. Ζέλνετ δηλώνει ὅτι ἡ πείνα δύναται νὰ περιορισθῇ ἐντὸς τῶν προσεχῶν ἐτῶν. xyxy=(1179,282,1581,318)
row-label: 1955 xyxy=(6,157,22,165)
subheading: ΑΠΟ 18ΗΣ ΔΕΚΕΜΒΡΙΟΥ ΔΙΑ ΤΩΝ ΛΙΜΕΝΑΡΧΕΙΩΝ xyxy=(1258,83,1503,93)
row-value: 850 xyxy=(351,288,363,296)
row-value: 3.340 xyxy=(163,409,182,417)
row-value: 4.600 xyxy=(163,385,182,393)
row-label: 7% xyxy=(6,274,14,282)
headline: ΕΠΟΙΗΘΗΣΑΝ ΠΡΑΞΙΚΟΠΗΜΑΤΟΣ ΕΙΣ ΑΙΓΥΠΤΟΝ ΑΠΟΔΕΤΕΡΩΘΗΣΑΝ ΕΓΚΑΙΡΩΣ ΥΠΟ ΤΟΥ ΣΑΝΤΑΤ xyxy=(23,784,346,812)
article-stock-turnover xyxy=(571,1146,1172,1389)
row-value: 445.00 xyxy=(340,385,363,393)
row-label: Βοχεξ xyxy=(187,216,206,224)
row-label: 1965 xyxy=(6,228,22,236)
table-row xyxy=(6,385,182,393)
row-label: 1956 xyxy=(6,165,22,173)
table-row xyxy=(6,291,182,299)
table-row xyxy=(187,192,363,200)
table-row xyxy=(187,377,363,385)
row-value: 2.700 xyxy=(344,264,363,272)
row-label: Ἐλαΐς xyxy=(187,256,206,264)
row-value: 438.00 xyxy=(340,377,363,385)
table-rows xyxy=(6,259,182,355)
row-label: 1954 xyxy=(6,149,22,156)
row-value: 2.020 xyxy=(163,401,182,409)
row-label: 1960 xyxy=(6,188,22,196)
headline: ΜΙΚΡΟΣΚΟΠΙΚΗ ΣΥΣΚΕΥΗ ΘΑ ΕΛΕΓΧΗ ΤΑ ΤΡΑΥΜΑΤΑ ΕΙΣ ΤΟ ΚΡΑΝΙΟΝ xyxy=(996,227,1154,261)
table-row xyxy=(187,216,363,224)
headline: 18ΕΤΗΣ ΑΓΡΟΤΗΣ ΣΚΟΤΩΘΗΚΕ ΑΠΟ ΑΝΑΤΡΟΠΗ ΕΛΚΥΣΤΗΡΟΣ xyxy=(389,7,552,29)
row-value: 290.50 xyxy=(159,346,182,354)
row-label: Ἐρμῆς xyxy=(187,264,206,272)
